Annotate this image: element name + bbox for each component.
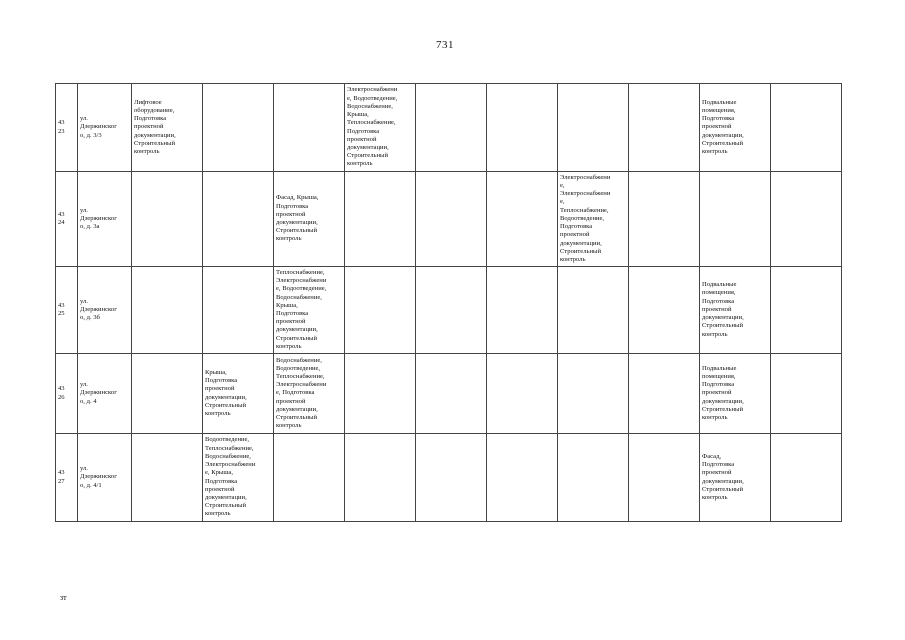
work-cell-c8	[629, 354, 700, 434]
work-cell-c9: Подвальные помещения, Подготовка проектной документации, Строительный контроль	[700, 354, 771, 434]
work-cell-c8	[629, 172, 700, 267]
work-cell-c10	[771, 354, 842, 434]
work-cell-c7	[558, 434, 629, 522]
work-cell-c10	[771, 434, 842, 522]
table-row	[56, 354, 842, 434]
work-cell-c9: Фасад, Подготовка проектной документации, Строительный контроль	[700, 434, 771, 522]
work-cell-c1	[132, 172, 203, 267]
work-cell-c8	[629, 434, 700, 522]
footer-mark: зт	[60, 593, 67, 602]
work-cell-c5	[416, 267, 487, 354]
table-row	[56, 84, 842, 172]
work-cell-c9: Подвальные помещения, Подготовка проектной документации, Строительный контроль	[700, 84, 771, 172]
page-number: 731	[436, 39, 454, 51]
work-cell-c2	[203, 84, 274, 172]
work-cell-c4: Электроснабжени е, Водоотведение, Водоснабжение, Крыша, Теплоснабжение, Подготовка проектной документации, Строительный контроль	[345, 84, 416, 172]
work-cell-c5	[416, 354, 487, 434]
work-cell-c3: Водоснабжение, Водоотведение, Теплоснабжение, Электроснабжени е, Подготовка проектной документации, Строительный контроль	[274, 354, 345, 434]
work-cell-c6	[487, 267, 558, 354]
work-cell-c4	[345, 172, 416, 267]
work-cell-c3	[274, 434, 345, 522]
table-row	[56, 434, 842, 522]
work-cell-c10	[771, 267, 842, 354]
row-number-cell: 43 25	[56, 267, 78, 354]
row-number-cell: 43 23	[56, 84, 78, 172]
row-number-cell: 43 24	[56, 172, 78, 267]
work-cell-c6	[487, 434, 558, 522]
work-cell-c3: Фасад, Крыша, Подготовка проектной документации, Строительный контроль	[274, 172, 345, 267]
work-cell-c6	[487, 354, 558, 434]
table-row	[56, 172, 842, 267]
work-cell-c2: Водоотведение, Теплоснабжение, Водоснабжение, Электроснабжени е, Крыша, Подготовка проектной документации, Строительный контроль	[203, 434, 274, 522]
work-cell-c7: Электроснабжени е, Электроснабжени е, Теплоснабжение, Водоотведение, Подготовка проектной документации, Строительный контроль	[558, 172, 629, 267]
work-cell-c7	[558, 84, 629, 172]
work-cell-c10	[771, 84, 842, 172]
work-cell-c5	[416, 434, 487, 522]
work-cell-c9	[700, 172, 771, 267]
work-cell-c1	[132, 354, 203, 434]
work-cell-c4	[345, 267, 416, 354]
work-cell-c2	[203, 267, 274, 354]
work-cell-c2: Крыша, Подготовка проектной документации, Строительный контроль	[203, 354, 274, 434]
address-cell: ул. Дзержинског о, д. 4/1	[78, 434, 132, 522]
repair-schedule-table	[55, 83, 842, 522]
work-cell-c10	[771, 172, 842, 267]
work-cell-c5	[416, 84, 487, 172]
work-cell-c4	[345, 354, 416, 434]
work-cell-c7	[558, 267, 629, 354]
work-cell-c6	[487, 172, 558, 267]
work-cell-c1	[132, 434, 203, 522]
work-cell-c1: Лифтовое оборудование, Подготовка проектной документации, Строительный контроль	[132, 84, 203, 172]
work-cell-c8	[629, 84, 700, 172]
address-cell: ул. Дзержинског о, д. 4	[78, 354, 132, 434]
address-cell: ул. Дзержинског о, д. 3/3	[78, 84, 132, 172]
row-number-cell: 43 27	[56, 434, 78, 522]
work-cell-c7	[558, 354, 629, 434]
work-cell-c1	[132, 267, 203, 354]
work-cell-c8	[629, 267, 700, 354]
address-cell: ул. Дзержинског о, д. 3б	[78, 267, 132, 354]
work-cell-c2	[203, 172, 274, 267]
work-cell-c3: Теплоснабжение, Электроснабжени е, Водоотведение, Водоснабжение, Крыша, Подготовка проектной документации, Строительный контроль	[274, 267, 345, 354]
work-cell-c5	[416, 172, 487, 267]
row-number-cell: 43 26	[56, 354, 78, 434]
work-cell-c9: Подвальные помещения, Подготовка проектной документации, Строительный контроль	[700, 267, 771, 354]
table-row	[56, 267, 842, 354]
work-cell-c3	[274, 84, 345, 172]
address-cell: ул. Дзержинског о, д. 3а	[78, 172, 132, 267]
work-cell-c6	[487, 84, 558, 172]
work-cell-c4	[345, 434, 416, 522]
